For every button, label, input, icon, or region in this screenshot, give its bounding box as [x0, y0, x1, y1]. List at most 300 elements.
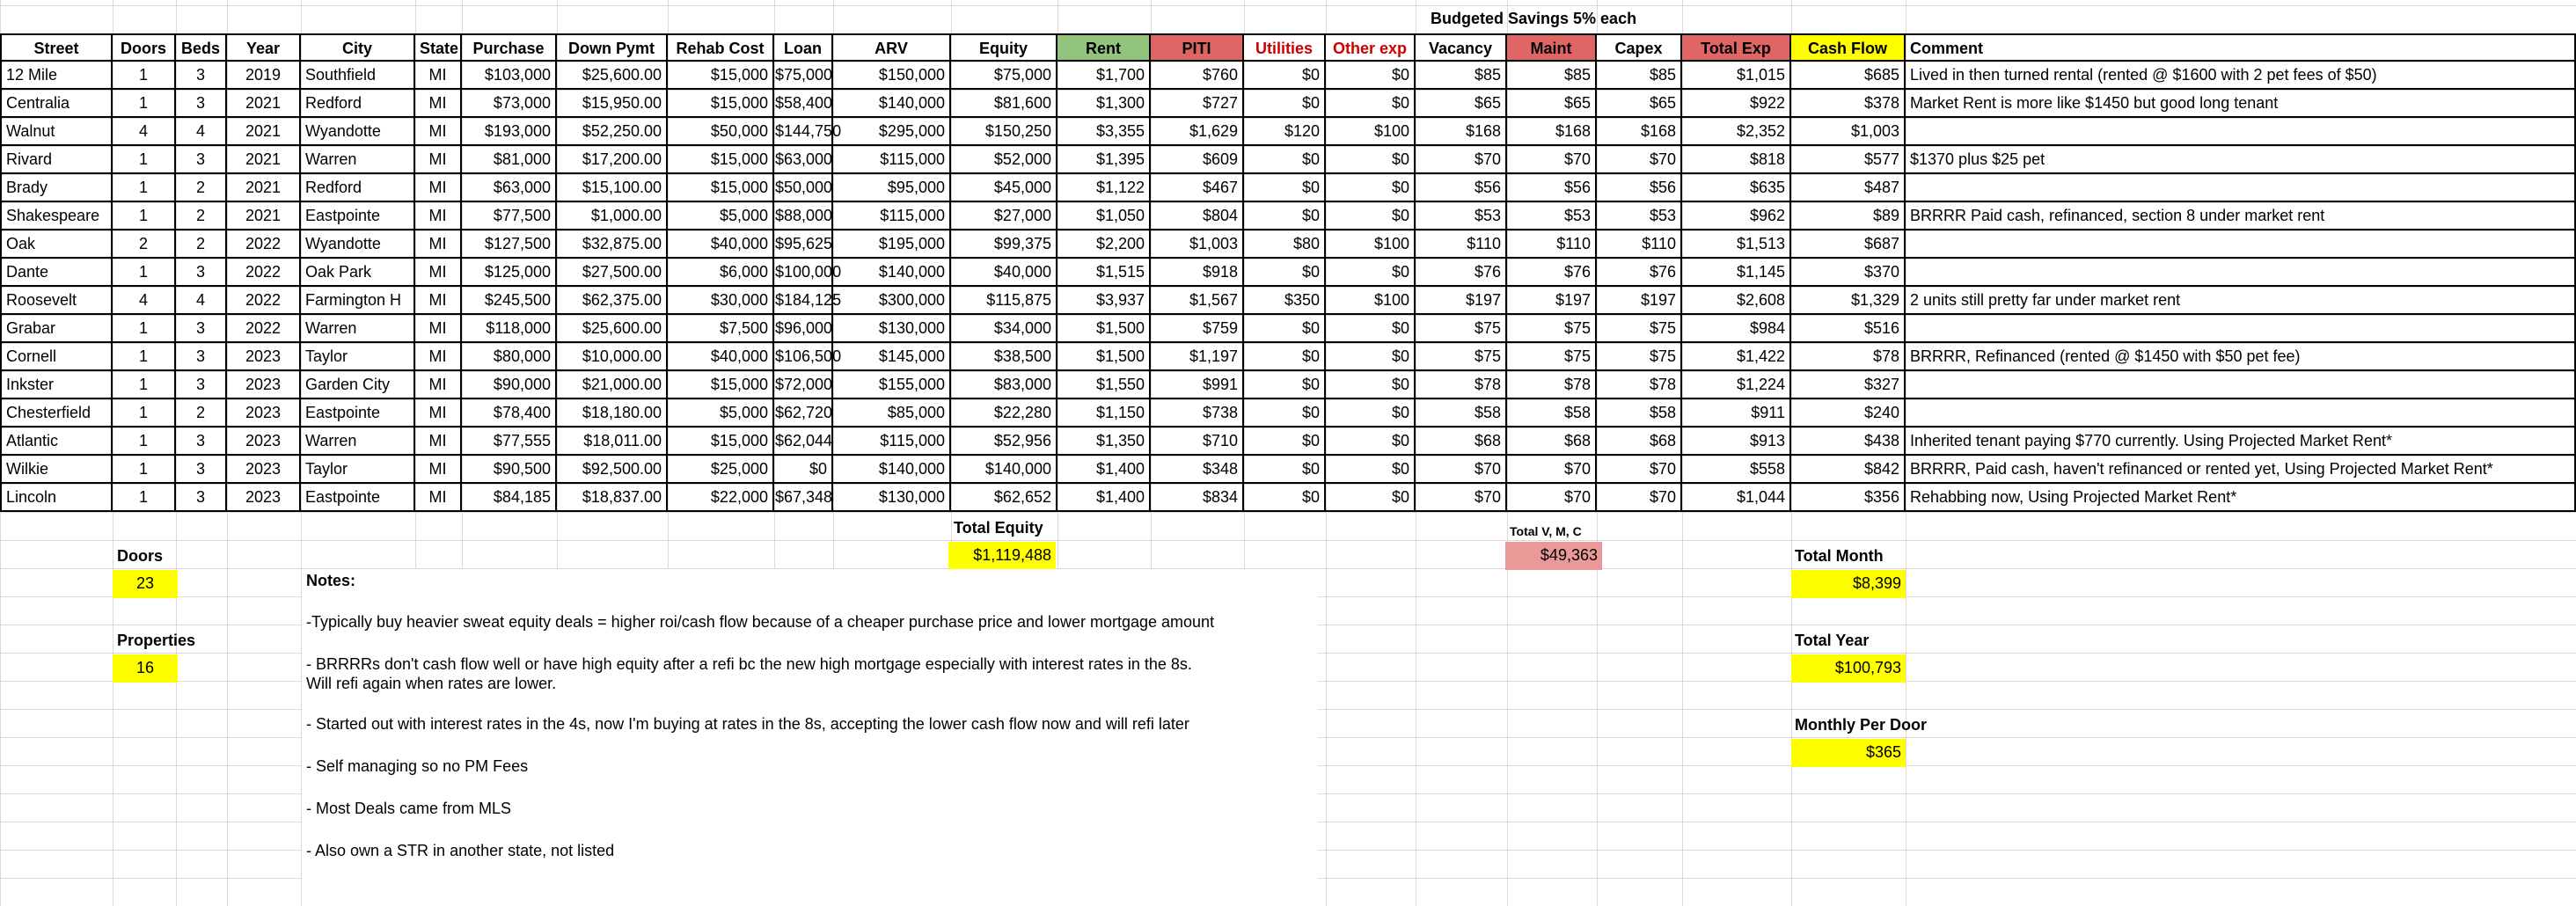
- table-cell[interactable]: Eastpointe: [301, 202, 415, 230]
- table-cell[interactable]: MI: [415, 343, 462, 371]
- table-cell[interactable]: $81,000: [462, 146, 557, 174]
- table-cell[interactable]: $0: [1326, 371, 1416, 399]
- table-cell[interactable]: $1,000.00: [557, 202, 668, 230]
- table-cell[interactable]: $72,000: [774, 371, 833, 399]
- table-cell[interactable]: [1906, 315, 2576, 343]
- table-cell[interactable]: $1,400: [1057, 456, 1151, 484]
- table-cell[interactable]: $1,550: [1057, 371, 1151, 399]
- table-cell[interactable]: Warren: [301, 146, 415, 174]
- table-cell[interactable]: $5,000: [668, 399, 774, 427]
- table-cell[interactable]: $0: [1244, 456, 1326, 484]
- table-cell[interactable]: $75: [1416, 315, 1507, 343]
- column-header[interactable]: Cash Flow: [1791, 33, 1906, 62]
- table-cell[interactable]: $68: [1507, 427, 1597, 456]
- table-cell[interactable]: $103,000: [462, 62, 557, 90]
- table-cell[interactable]: $25,000: [668, 456, 774, 484]
- table-cell[interactable]: 2: [176, 399, 227, 427]
- table-cell[interactable]: $67,348: [774, 484, 833, 512]
- table-cell[interactable]: $1,329: [1791, 287, 1906, 315]
- table-cell[interactable]: $45,000: [951, 174, 1057, 202]
- table-cell[interactable]: $1,500: [1057, 343, 1151, 371]
- table-cell[interactable]: $150,250: [951, 118, 1057, 146]
- table-cell[interactable]: Oak Park: [301, 259, 415, 287]
- table-cell[interactable]: $78: [1791, 343, 1906, 371]
- table-cell[interactable]: Cornell: [0, 343, 113, 371]
- table-cell[interactable]: $63,000: [462, 174, 557, 202]
- table-cell[interactable]: $577: [1791, 146, 1906, 174]
- table-cell[interactable]: $0: [1326, 343, 1416, 371]
- table-cell[interactable]: 3: [176, 343, 227, 371]
- table-cell[interactable]: Centralia: [0, 90, 113, 118]
- table-cell[interactable]: $76: [1507, 259, 1597, 287]
- table-cell[interactable]: Rivard: [0, 146, 113, 174]
- table-cell[interactable]: $52,956: [951, 427, 1057, 456]
- table-cell[interactable]: $130,000: [833, 484, 951, 512]
- table-cell[interactable]: $727: [1151, 90, 1244, 118]
- table-cell[interactable]: Walnut: [0, 118, 113, 146]
- table-cell[interactable]: 3: [176, 371, 227, 399]
- table-cell[interactable]: Roosevelt: [0, 287, 113, 315]
- column-header[interactable]: Purchase: [462, 33, 557, 62]
- table-cell[interactable]: $25,600.00: [557, 315, 668, 343]
- table-cell[interactable]: $78,400: [462, 399, 557, 427]
- table-cell[interactable]: $118,000: [462, 315, 557, 343]
- table-cell[interactable]: $240: [1791, 399, 1906, 427]
- table-cell[interactable]: MI: [415, 484, 462, 512]
- table-cell[interactable]: $120: [1244, 118, 1326, 146]
- table-cell[interactable]: Grabar: [0, 315, 113, 343]
- table-cell[interactable]: 2023: [227, 343, 301, 371]
- table-cell[interactable]: $85: [1507, 62, 1597, 90]
- table-cell[interactable]: $834: [1151, 484, 1244, 512]
- table-cell[interactable]: $21,000.00: [557, 371, 668, 399]
- table-cell[interactable]: $1,197: [1151, 343, 1244, 371]
- table-cell[interactable]: Chesterfield: [0, 399, 113, 427]
- table-cell[interactable]: 2021: [227, 118, 301, 146]
- table-cell[interactable]: $1,300: [1057, 90, 1151, 118]
- table-cell[interactable]: $0: [1326, 62, 1416, 90]
- table-cell[interactable]: 1: [113, 371, 176, 399]
- table-cell[interactable]: $70: [1416, 146, 1507, 174]
- table-cell[interactable]: $62,375.00: [557, 287, 668, 315]
- table-cell[interactable]: $0: [1244, 315, 1326, 343]
- table-cell[interactable]: $327: [1791, 371, 1906, 399]
- table-cell[interactable]: 2: [113, 230, 176, 259]
- table-cell[interactable]: $0: [1326, 174, 1416, 202]
- column-header[interactable]: Capex: [1597, 33, 1682, 62]
- table-cell[interactable]: $77,500: [462, 202, 557, 230]
- table-cell[interactable]: $83,000: [951, 371, 1057, 399]
- table-cell[interactable]: $487: [1791, 174, 1906, 202]
- table-cell[interactable]: [1906, 399, 2576, 427]
- table-cell[interactable]: $53: [1507, 202, 1597, 230]
- column-header[interactable]: Rehab Cost: [668, 33, 774, 62]
- table-cell[interactable]: $911: [1682, 399, 1791, 427]
- table-cell[interactable]: 3: [176, 484, 227, 512]
- table-cell[interactable]: $0: [1326, 456, 1416, 484]
- table-cell[interactable]: $80: [1244, 230, 1326, 259]
- column-header[interactable]: Vacancy: [1416, 33, 1507, 62]
- table-cell[interactable]: 1: [113, 456, 176, 484]
- table-cell[interactable]: $56: [1507, 174, 1597, 202]
- table-cell[interactable]: $130,000: [833, 315, 951, 343]
- table-cell[interactable]: $2,200: [1057, 230, 1151, 259]
- table-cell[interactable]: $90,000: [462, 371, 557, 399]
- table-cell[interactable]: $18,011.00: [557, 427, 668, 456]
- table-cell[interactable]: $140,000: [833, 259, 951, 287]
- table-cell[interactable]: $0: [1244, 202, 1326, 230]
- table-cell[interactable]: MI: [415, 146, 462, 174]
- table-cell[interactable]: $15,000: [668, 174, 774, 202]
- table-cell[interactable]: MI: [415, 259, 462, 287]
- table-cell[interactable]: $0: [1326, 315, 1416, 343]
- table-cell[interactable]: Rehabbing now, Using Projected Market Rent*: [1906, 484, 2576, 512]
- table-cell[interactable]: $15,950.00: [557, 90, 668, 118]
- table-cell[interactable]: $1,513: [1682, 230, 1791, 259]
- table-cell[interactable]: $0: [1244, 174, 1326, 202]
- table-cell[interactable]: $516: [1791, 315, 1906, 343]
- column-header[interactable]: City: [301, 33, 415, 62]
- table-cell[interactable]: $193,000: [462, 118, 557, 146]
- table-cell[interactable]: $77,555: [462, 427, 557, 456]
- table-cell[interactable]: $70: [1507, 484, 1597, 512]
- table-cell[interactable]: $99,375: [951, 230, 1057, 259]
- table-cell[interactable]: $759: [1151, 315, 1244, 343]
- table-cell[interactable]: $78: [1597, 371, 1682, 399]
- table-cell[interactable]: MI: [415, 118, 462, 146]
- table-cell[interactable]: $962: [1682, 202, 1791, 230]
- table-cell[interactable]: $80,000: [462, 343, 557, 371]
- table-cell[interactable]: $184,125: [774, 287, 833, 315]
- table-cell[interactable]: 1: [113, 90, 176, 118]
- table-cell[interactable]: $70: [1416, 484, 1507, 512]
- table-cell[interactable]: Market Rent is more like $1450 but good long tenant: [1906, 90, 2576, 118]
- table-cell[interactable]: Eastpointe: [301, 399, 415, 427]
- column-header[interactable]: Utilities: [1244, 33, 1326, 62]
- table-cell[interactable]: $84,185: [462, 484, 557, 512]
- table-cell[interactable]: Taylor: [301, 456, 415, 484]
- table-cell[interactable]: $0: [1244, 484, 1326, 512]
- table-cell[interactable]: $804: [1151, 202, 1244, 230]
- table-cell[interactable]: $115,000: [833, 202, 951, 230]
- table-cell[interactable]: $3,937: [1057, 287, 1151, 315]
- table-cell[interactable]: MI: [415, 315, 462, 343]
- table-cell[interactable]: $100: [1326, 230, 1416, 259]
- table-cell[interactable]: $760: [1151, 62, 1244, 90]
- table-cell[interactable]: $0: [1326, 399, 1416, 427]
- table-cell[interactable]: 4: [176, 118, 227, 146]
- table-cell[interactable]: $90,500: [462, 456, 557, 484]
- table-cell[interactable]: $991: [1151, 371, 1244, 399]
- table-cell[interactable]: $58,400: [774, 90, 833, 118]
- table-cell[interactable]: MI: [415, 62, 462, 90]
- table-cell[interactable]: Farmington H: [301, 287, 415, 315]
- table-cell[interactable]: $15,000: [668, 371, 774, 399]
- table-cell[interactable]: 1: [113, 146, 176, 174]
- table-cell[interactable]: 3: [176, 456, 227, 484]
- column-header[interactable]: Down Pymt: [557, 33, 668, 62]
- table-cell[interactable]: $15,100.00: [557, 174, 668, 202]
- column-header[interactable]: Street: [0, 33, 113, 62]
- table-cell[interactable]: $76: [1597, 259, 1682, 287]
- table-cell[interactable]: $15,000: [668, 62, 774, 90]
- table-cell[interactable]: $0: [1326, 259, 1416, 287]
- table-cell[interactable]: BRRRR Paid cash, refinanced, section 8 under market rent: [1906, 202, 2576, 230]
- table-cell[interactable]: $370: [1791, 259, 1906, 287]
- table-cell[interactable]: $1,629: [1151, 118, 1244, 146]
- table-cell[interactable]: $300,000: [833, 287, 951, 315]
- table-cell[interactable]: 2021: [227, 174, 301, 202]
- table-cell[interactable]: $22,280: [951, 399, 1057, 427]
- table-cell[interactable]: $145,000: [833, 343, 951, 371]
- table-cell[interactable]: $0: [1244, 399, 1326, 427]
- table-cell[interactable]: 2: [176, 174, 227, 202]
- table-cell[interactable]: $1,422: [1682, 343, 1791, 371]
- table-cell[interactable]: 2023: [227, 427, 301, 456]
- table-cell[interactable]: $127,500: [462, 230, 557, 259]
- table-cell[interactable]: $0: [1326, 90, 1416, 118]
- table-cell[interactable]: $5,000: [668, 202, 774, 230]
- table-cell[interactable]: $27,500.00: [557, 259, 668, 287]
- table-cell[interactable]: $68: [1416, 427, 1507, 456]
- table-cell[interactable]: $40,000: [668, 230, 774, 259]
- table-cell[interactable]: $88,000: [774, 202, 833, 230]
- table-cell[interactable]: $984: [1682, 315, 1791, 343]
- table-cell[interactable]: $115,000: [833, 146, 951, 174]
- table-cell[interactable]: $22,000: [668, 484, 774, 512]
- table-cell[interactable]: 4: [113, 118, 176, 146]
- table-cell[interactable]: [1906, 230, 2576, 259]
- table-cell[interactable]: $75: [1507, 315, 1597, 343]
- table-cell[interactable]: 12 Mile: [0, 62, 113, 90]
- table-cell[interactable]: $96,000: [774, 315, 833, 343]
- table-cell[interactable]: $81,600: [951, 90, 1057, 118]
- table-cell[interactable]: $58: [1416, 399, 1507, 427]
- table-cell[interactable]: $918: [1151, 259, 1244, 287]
- table-cell[interactable]: $356: [1791, 484, 1906, 512]
- table-cell[interactable]: 2022: [227, 315, 301, 343]
- table-cell[interactable]: $95,625: [774, 230, 833, 259]
- table-cell[interactable]: Lived in then turned rental (rented @ $1600 with 2 pet fees of $50): [1906, 62, 2576, 90]
- table-cell[interactable]: $197: [1416, 287, 1507, 315]
- table-cell[interactable]: $70: [1597, 146, 1682, 174]
- column-header[interactable]: Comment: [1906, 33, 2576, 62]
- table-cell[interactable]: $53: [1597, 202, 1682, 230]
- table-cell[interactable]: MI: [415, 287, 462, 315]
- table-cell[interactable]: $75: [1597, 343, 1682, 371]
- table-cell[interactable]: $2,352: [1682, 118, 1791, 146]
- table-cell[interactable]: $144,750: [774, 118, 833, 146]
- table-cell[interactable]: $38,500: [951, 343, 1057, 371]
- table-cell[interactable]: BRRRR, Refinanced (rented @ $1450 with $50 pet fee): [1906, 343, 2576, 371]
- table-cell[interactable]: $922: [1682, 90, 1791, 118]
- column-header[interactable]: Equity: [951, 33, 1057, 62]
- table-cell[interactable]: 1: [113, 62, 176, 90]
- table-cell[interactable]: $0: [1244, 146, 1326, 174]
- table-cell[interactable]: $50,000: [668, 118, 774, 146]
- table-cell[interactable]: $0: [1326, 202, 1416, 230]
- table-cell[interactable]: Southfield: [301, 62, 415, 90]
- table-cell[interactable]: $106,500: [774, 343, 833, 371]
- table-cell[interactable]: $467: [1151, 174, 1244, 202]
- table-cell[interactable]: $85: [1597, 62, 1682, 90]
- column-header[interactable]: Beds: [176, 33, 227, 62]
- table-cell[interactable]: $110: [1507, 230, 1597, 259]
- table-cell[interactable]: $34,000: [951, 315, 1057, 343]
- table-cell[interactable]: $1,003: [1791, 118, 1906, 146]
- table-cell[interactable]: $100: [1326, 287, 1416, 315]
- table-cell[interactable]: $6,000: [668, 259, 774, 287]
- table-cell[interactable]: $738: [1151, 399, 1244, 427]
- table-cell[interactable]: $63,000: [774, 146, 833, 174]
- table-cell[interactable]: $75: [1597, 315, 1682, 343]
- table-cell[interactable]: $378: [1791, 90, 1906, 118]
- table-cell[interactable]: [1906, 118, 2576, 146]
- table-cell[interactable]: $65: [1597, 90, 1682, 118]
- table-cell[interactable]: $65: [1507, 90, 1597, 118]
- table-cell[interactable]: Warren: [301, 427, 415, 456]
- table-cell[interactable]: $558: [1682, 456, 1791, 484]
- table-cell[interactable]: MI: [415, 427, 462, 456]
- table-cell[interactable]: $15,000: [668, 90, 774, 118]
- table-cell[interactable]: $0: [1244, 90, 1326, 118]
- table-cell[interactable]: $32,875.00: [557, 230, 668, 259]
- table-cell[interactable]: $30,000: [668, 287, 774, 315]
- table-cell[interactable]: $438: [1791, 427, 1906, 456]
- table-cell[interactable]: $115,875: [951, 287, 1057, 315]
- table-cell[interactable]: 3: [176, 146, 227, 174]
- table-cell[interactable]: $140,000: [833, 456, 951, 484]
- table-cell[interactable]: [1906, 371, 2576, 399]
- table-cell[interactable]: $15,000: [668, 427, 774, 456]
- table-cell[interactable]: $100: [1326, 118, 1416, 146]
- table-cell[interactable]: $92,500.00: [557, 456, 668, 484]
- table-cell[interactable]: Inherited tenant paying $770 currently. Using Projected Market Rent*: [1906, 427, 2576, 456]
- table-cell[interactable]: $56: [1416, 174, 1507, 202]
- table-cell[interactable]: MI: [415, 202, 462, 230]
- table-cell[interactable]: $75: [1507, 343, 1597, 371]
- table-cell[interactable]: 2 units still pretty far under market rent: [1906, 287, 2576, 315]
- table-cell[interactable]: 2021: [227, 90, 301, 118]
- table-cell[interactable]: $1,044: [1682, 484, 1791, 512]
- table-cell[interactable]: $1,700: [1057, 62, 1151, 90]
- table-cell[interactable]: [1906, 259, 2576, 287]
- column-header[interactable]: State: [415, 33, 462, 62]
- table-cell[interactable]: MI: [415, 230, 462, 259]
- table-cell[interactable]: 1: [113, 399, 176, 427]
- table-cell[interactable]: 2023: [227, 484, 301, 512]
- table-cell[interactable]: $1,395: [1057, 146, 1151, 174]
- table-cell[interactable]: $75,000: [951, 62, 1057, 90]
- table-cell[interactable]: 4: [176, 287, 227, 315]
- table-cell[interactable]: 3: [176, 427, 227, 456]
- table-cell[interactable]: $10,000.00: [557, 343, 668, 371]
- table-cell[interactable]: $78: [1416, 371, 1507, 399]
- table-cell[interactable]: Garden City: [301, 371, 415, 399]
- table-cell[interactable]: $58: [1597, 399, 1682, 427]
- table-cell[interactable]: Inkster: [0, 371, 113, 399]
- table-cell[interactable]: $0: [1326, 146, 1416, 174]
- table-cell[interactable]: $65: [1416, 90, 1507, 118]
- table-cell[interactable]: $687: [1791, 230, 1906, 259]
- table-cell[interactable]: $17,200.00: [557, 146, 668, 174]
- table-cell[interactable]: $609: [1151, 146, 1244, 174]
- table-cell[interactable]: $85,000: [833, 399, 951, 427]
- column-header[interactable]: ARV: [833, 33, 951, 62]
- table-cell[interactable]: Taylor: [301, 343, 415, 371]
- column-header[interactable]: Total Exp: [1682, 33, 1791, 62]
- table-cell[interactable]: $1,400: [1057, 484, 1151, 512]
- table-cell[interactable]: $2,608: [1682, 287, 1791, 315]
- table-cell[interactable]: $150,000: [833, 62, 951, 90]
- table-cell[interactable]: 2021: [227, 146, 301, 174]
- table-cell[interactable]: $75,000: [774, 62, 833, 90]
- table-cell[interactable]: $52,250.00: [557, 118, 668, 146]
- table-cell[interactable]: Redford: [301, 174, 415, 202]
- table-cell[interactable]: $155,000: [833, 371, 951, 399]
- table-cell[interactable]: 1: [113, 427, 176, 456]
- table-cell[interactable]: 2023: [227, 456, 301, 484]
- table-cell[interactable]: $842: [1791, 456, 1906, 484]
- table-cell[interactable]: $110: [1416, 230, 1507, 259]
- table-cell[interactable]: $62,652: [951, 484, 1057, 512]
- table-cell[interactable]: BRRRR, Paid cash, haven't refinanced or rented yet, Using Projected Market Rent*: [1906, 456, 2576, 484]
- table-cell[interactable]: $50,000: [774, 174, 833, 202]
- table-cell[interactable]: Wyandotte: [301, 118, 415, 146]
- table-cell[interactable]: $0: [1244, 62, 1326, 90]
- table-cell[interactable]: $168: [1507, 118, 1597, 146]
- table-cell[interactable]: $52,000: [951, 146, 1057, 174]
- table-cell[interactable]: $1,150: [1057, 399, 1151, 427]
- table-cell[interactable]: $1,015: [1682, 62, 1791, 90]
- table-cell[interactable]: MI: [415, 371, 462, 399]
- table-cell[interactable]: $1,515: [1057, 259, 1151, 287]
- table-cell[interactable]: $18,180.00: [557, 399, 668, 427]
- table-cell[interactable]: $75: [1416, 343, 1507, 371]
- table-cell[interactable]: $0: [1326, 427, 1416, 456]
- table-cell[interactable]: $115,000: [833, 427, 951, 456]
- table-cell[interactable]: Brady: [0, 174, 113, 202]
- table-cell[interactable]: $1370 plus $25 pet: [1906, 146, 2576, 174]
- table-cell[interactable]: $7,500: [668, 315, 774, 343]
- table-cell[interactable]: 3: [176, 62, 227, 90]
- table-cell[interactable]: $140,000: [951, 456, 1057, 484]
- table-cell[interactable]: $27,000: [951, 202, 1057, 230]
- column-header[interactable]: Other exp: [1326, 33, 1416, 62]
- table-cell[interactable]: MI: [415, 174, 462, 202]
- table-cell[interactable]: $70: [1507, 456, 1597, 484]
- table-cell[interactable]: $70: [1507, 146, 1597, 174]
- table-cell[interactable]: $195,000: [833, 230, 951, 259]
- table-cell[interactable]: $78: [1507, 371, 1597, 399]
- table-cell[interactable]: $295,000: [833, 118, 951, 146]
- table-cell[interactable]: $125,000: [462, 259, 557, 287]
- table-cell[interactable]: MI: [415, 90, 462, 118]
- table-cell[interactable]: $635: [1682, 174, 1791, 202]
- table-cell[interactable]: $1,500: [1057, 315, 1151, 343]
- table-cell[interactable]: $100,000: [774, 259, 833, 287]
- table-cell[interactable]: MI: [415, 399, 462, 427]
- table-cell[interactable]: $0: [1244, 427, 1326, 456]
- table-cell[interactable]: Dante: [0, 259, 113, 287]
- table-cell[interactable]: 1: [113, 315, 176, 343]
- table-cell[interactable]: $18,837.00: [557, 484, 668, 512]
- column-header[interactable]: Loan: [774, 33, 833, 62]
- table-cell[interactable]: $0: [1244, 343, 1326, 371]
- table-cell[interactable]: 2023: [227, 371, 301, 399]
- table-cell[interactable]: 1: [113, 343, 176, 371]
- table-cell[interactable]: 4: [113, 287, 176, 315]
